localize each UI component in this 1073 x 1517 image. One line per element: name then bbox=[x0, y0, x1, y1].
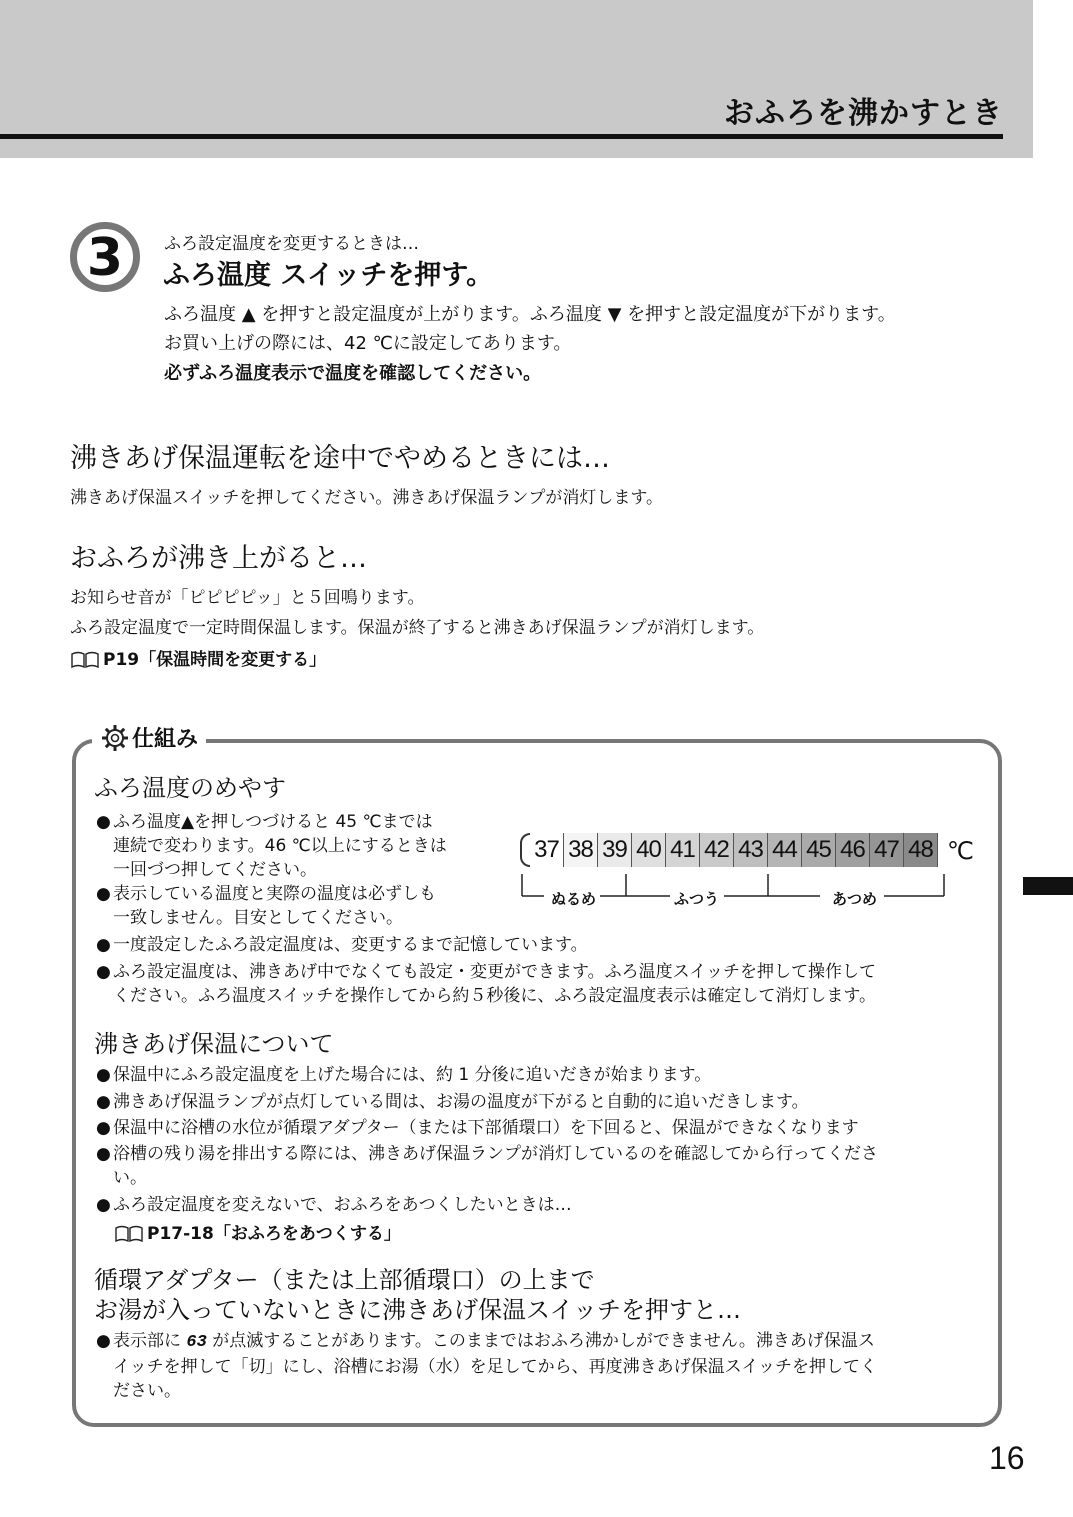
adapter-bullet-1-line-1 bbox=[96, 1329, 877, 1355]
range-nurume: ぬるめ bbox=[551, 890, 597, 908]
temp-bullet-1-line-3: 一回づつ押してください。 bbox=[113, 860, 317, 880]
step-line-1: ふろ温度 ▲ を押すと設定温度が上がります。ふろ温度 ▼ を押すと設定温度が下がります。 bbox=[164, 304, 896, 325]
scale-cell-37: 37 bbox=[530, 833, 564, 867]
temp-bullet-1: ● ふろ温度▲を押しつづけると 45 ℃までは 連続で変わります。46 ℃以上にするときは 一回づつ押してください。 bbox=[96, 812, 447, 880]
temp-bullet-2-line-2: 一致しません。目安としてください。 bbox=[113, 908, 404, 928]
done-ref-text: P19「保温時間を変更する」 bbox=[103, 650, 327, 670]
done-line-2: ふろ設定温度で一定時間保温します。保温が終了すると沸きあげ保温ランプが消灯します。 bbox=[70, 618, 765, 638]
keep-bullet-4: ● 浴槽の残り湯を排出する際には、沸きあげ保温ランプが消灯しているのを確認してから行ってくださ い。 bbox=[96, 1144, 878, 1188]
done-heading: おふろが沸き上がると… bbox=[70, 543, 367, 574]
step-line-3: 必ずふろ温度表示で温度を確認してください。 bbox=[164, 363, 542, 384]
adapter-bullet-1-line-3: ださい。 bbox=[113, 1381, 181, 1401]
mechanism-label bbox=[92, 722, 206, 753]
book-icon bbox=[70, 651, 100, 669]
step-line-2: お買い上げの際には、42 ℃に設定してあります。 bbox=[164, 333, 572, 354]
scale-cell-39: 39 bbox=[598, 833, 632, 867]
adapter-pre: 表示部に bbox=[113, 1331, 181, 1351]
temp-bullet-3-text: 一度設定したふろ設定温度は、変更するまで記憶しています。 bbox=[113, 935, 588, 955]
temp-bullet-3: ● 一度設定したふろ設定温度は、変更するまで記憶しています。 bbox=[96, 935, 588, 955]
adapter-heading-line-2: お湯が入っていないときに沸きあげ保温スイッチを押すと… bbox=[94, 1296, 742, 1324]
scale-cell-42: 42 bbox=[700, 833, 734, 867]
page-title: おふろを沸かすとき bbox=[724, 96, 1003, 131]
keep-bullet-3-text: 保温中に浴槽の水位が循環アダプター（または下部循環口）を下回ると、保温ができなくなります bbox=[113, 1118, 859, 1138]
scale-cell-46: 46 bbox=[836, 833, 870, 867]
temp-bullet-4-line-2: ください。ふろ温度スイッチを操作してから約５秒後に、ふろ設定温度表示は確定して消灯します。 bbox=[113, 986, 876, 1006]
header-rule bbox=[0, 134, 1003, 139]
gear-icon bbox=[100, 723, 130, 753]
book-icon bbox=[114, 1225, 144, 1243]
scale-cell-41: 41 bbox=[666, 833, 700, 867]
keep-bullet-3: ● 保温中に浴槽の水位が循環アダプター（または下部循環口）を下回ると、保温ができなくなります bbox=[96, 1118, 859, 1138]
scale-cell-38: 38 bbox=[564, 833, 598, 867]
step-pretext: ふろ設定温度を変更するときは… bbox=[164, 234, 419, 254]
keep-ref[interactable] bbox=[114, 1219, 401, 1244]
keep-bullet-4-line-1: 浴槽の残り湯を排出する際には、沸きあげ保温ランプが消灯しているのを確認してから行ってくださ bbox=[113, 1144, 878, 1164]
step-number-badge bbox=[70, 222, 140, 292]
keep-bullet-2-text: 沸きあげ保温ランプが点灯している間は、お湯の温度が下がると自動的に追いだきします。 bbox=[113, 1092, 809, 1112]
temp-bullet-1-line-2: 連続で変わります。46 ℃以上にするときは bbox=[113, 836, 447, 856]
temp-bullet-2: ● 表示している温度と実際の温度は必ずしも 一致しません。目安としてください。 bbox=[96, 884, 436, 928]
keep-heading: 沸きあげ保温について bbox=[94, 1030, 334, 1058]
scale-unit: ℃ bbox=[947, 838, 974, 865]
step-number: 3 bbox=[86, 228, 124, 288]
scale-cell-47: 47 bbox=[870, 833, 904, 867]
stop-text: 沸きあげ保温スイッチを押してください。沸きあげ保温ランプが消灯します。 bbox=[70, 488, 663, 508]
temp-bullet-4: ● ふろ設定温度は、沸きあげ中でなくても設定・変更ができます。ふろ温度スイッチを押して操作して ください。ふろ温度スイッチを操作してから約５秒後に、ふろ設定温度表示は確定して消灯します。 bbox=[96, 962, 876, 1006]
scale-cell-44: 44 bbox=[768, 833, 802, 867]
keep-bullet-1-text: 保温中にふろ設定温度を上げた場合には、約 1 分後に追いだきが始まります。 bbox=[113, 1065, 712, 1085]
adapter-line-1: が点滅することがあります。このままではおふろ沸かしができません。沸きあげ保温ス bbox=[212, 1331, 875, 1351]
keep-bullet-5: ● ふろ設定温度を変えないで、おふろをあつくしたいときは… bbox=[96, 1195, 572, 1215]
temp-bullet-2-line-1: 表示している温度と実際の温度は必ずしも bbox=[113, 884, 436, 904]
step-title: ふろ温度 スイッチを押す。 bbox=[163, 260, 494, 291]
keep-ref-text: P17-18「おふろをあつくする」 bbox=[147, 1224, 401, 1244]
temp-bullet-1-line-1: ふろ温度▲を押しつづけると 45 ℃までは bbox=[113, 812, 433, 832]
scale-cell-40: 40 bbox=[632, 833, 666, 867]
scale-cell-48: 48 bbox=[904, 833, 938, 867]
adapter-bullet-1-line-2: イッチを押して「切」にし、浴槽にお湯（水）を足してから、再度沸きあげ保温スイッチを押してく bbox=[113, 1357, 877, 1377]
stop-heading: 沸きあげ保温運転を途中でやめるときには… bbox=[70, 443, 610, 474]
adapter-heading-line-1: 循環アダプター（または上部循環口）の上まで bbox=[94, 1266, 595, 1294]
done-ref[interactable] bbox=[70, 645, 326, 670]
scale-bracket bbox=[520, 833, 530, 867]
keep-bullet-2: ● 沸きあげ保温ランプが点灯している間は、お湯の温度が下がると自動的に追いだきします。 bbox=[96, 1092, 809, 1112]
keep-bullet-1: ● 保温中にふろ設定温度を上げた場合には、約 1 分後に追いだきが始まります。 bbox=[96, 1065, 712, 1085]
side-index-tab bbox=[1023, 877, 1073, 895]
keep-bullet-4-line-2: い。 bbox=[113, 1168, 147, 1188]
keep-bullet-5-text: ふろ設定温度を変えないで、おふろをあつくしたいときは… bbox=[113, 1195, 572, 1215]
adapter-bullet-1: ● 表示部に 63 が点滅することがあります。このままではおふろ沸かしができません。沸きあげ保温ス イッチを押して「切」にし、浴槽にお湯（水）を足してから、再度沸きあげ保温スイッチを押してく ださい。 bbox=[96, 1331, 877, 1401]
page-number: 16 bbox=[989, 1440, 1025, 1476]
range-atsume: あつめ bbox=[832, 890, 878, 908]
temperature-scale bbox=[520, 833, 938, 867]
scale-cell-45: 45 bbox=[802, 833, 836, 867]
range-futsuu: ふつう bbox=[674, 890, 720, 908]
error-code: 63 bbox=[186, 1333, 207, 1352]
scale-cell-43: 43 bbox=[734, 833, 768, 867]
temp-bullet-4-line-1: ふろ設定温度は、沸きあげ中でなくても設定・変更ができます。ふろ温度スイッチを押して操作して bbox=[113, 962, 876, 982]
temp-heading: ふろ温度のめやす bbox=[94, 774, 286, 802]
mechanism-label-text: 仕組み bbox=[132, 727, 199, 752]
done-line-1: お知らせ音が「ピピピピッ」と５回鳴ります。 bbox=[70, 588, 425, 608]
